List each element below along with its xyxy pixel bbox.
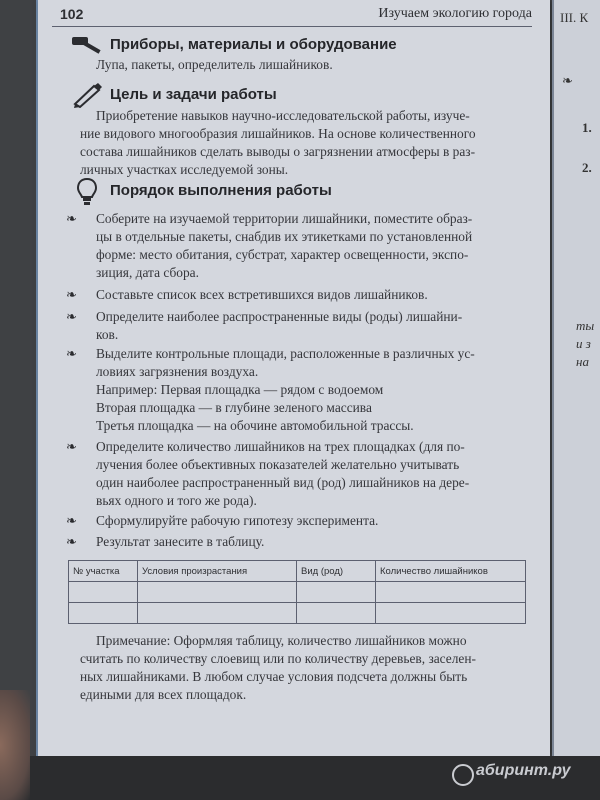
table-header-cell: № участка [69,561,138,582]
leaf-bullet-icon: ❧ [66,347,77,362]
step-6-line-1: Сформулируйте рабочую гипотезу эксперимента. [96,513,379,528]
goal-line-4: личных участках исследуемой зоны. [80,162,289,177]
table-cell [297,603,376,624]
step-4-line-2: ловиях загрязнения воздуха. [96,364,259,379]
procedure-heading: Порядок выполнения работы [110,182,332,199]
note-line-3: ных лишайниками. В любом случае условия подсчета должны быть [80,669,468,684]
note-line-2: считать по количеству слоевищ или по количеству деревьев, заселен- [80,651,476,666]
table-cell [138,582,297,603]
table-header-cell: Количество лишайников [376,561,526,582]
facing-fragment: на [576,354,589,369]
table-cell [138,603,297,624]
facing-page [552,0,600,760]
table-cell [69,603,138,624]
step-5-line-4: вьях одного и того же рода). [96,493,257,508]
table-cell [69,582,138,603]
step-4-line-4: Вторая площадка — в глубине зеленого массива [96,400,372,415]
page-number: 102 [60,6,84,22]
goal-line-2: ние видового многообразия лишайников. На основе количественного [80,126,476,141]
pencil-icon [72,82,104,108]
step-1-line-3: форме: место обитания, субстрат, характер освещенности, экспо- [96,247,469,262]
facing-item-number: 1. [582,120,592,135]
leaf-bullet-icon: ❧ [562,74,573,89]
equipment-heading: Приборы, материалы и оборудование [110,36,397,53]
step-1-line-1: Соберите на изучаемой территории лишайники, поместите образ- [96,211,473,226]
leaf-bullet-icon: ❧ [66,535,77,550]
table-cell [376,603,526,624]
step-2-line-1: Составьте список всех встретившихся видов лишайников. [96,287,428,302]
step-4-line-1: Выделите контрольные площади, расположенные в различных ус- [96,346,475,361]
step-5-line-2: лучения более объективных показателей желательно учитывать [96,457,460,472]
step-4-line-3: Например: Первая площадка — рядом с водоемом [96,382,384,397]
goal-line-3: состава лишайников сделать выводы о загрязнении атмосферы в раз- [80,144,476,159]
watermark-badge-icon [452,764,474,786]
lightbulb-icon [76,177,98,207]
facing-page-header: III. К [560,10,589,25]
facing-item-number: 2. [582,160,592,175]
note-line-1: Примечание: Оформляя таблицу, количество лишайников можно [96,633,467,648]
goal-line-1: Приобретение навыков научно-исследовательской работы, изуче- [96,108,470,123]
step-5-line-3: один наиболее распространенный вид (род) лишайников на дере- [96,475,470,490]
page-header [52,6,532,27]
step-1-line-2: цы в отдельные пакеты, снабдив их этикетками по установленной [96,229,473,244]
step-1-line-4: зиция, дата сбора. [96,265,199,280]
watermark: абиринт.ру [476,762,571,779]
table-header-cell: Вид (род) [297,561,376,582]
step-3-line-1: Определите наиболее распространенные виды (роды) лишайни- [96,309,463,324]
leaf-bullet-icon: ❧ [66,288,77,303]
table-row [69,603,526,624]
hand-shadow [0,690,30,800]
facing-fragment: и з [576,336,591,351]
results-table [68,560,526,624]
leaf-bullet-icon: ❧ [66,310,77,325]
leaf-bullet-icon: ❧ [66,212,77,227]
table-header-row [69,561,526,582]
table-cell [297,582,376,603]
leaf-bullet-icon: ❧ [66,440,77,455]
table-header-cell: Условия произрастания [138,561,297,582]
step-5-line-1: Определите количество лишайников на трех площадках (для по- [96,439,465,454]
note-line-4: едиными для всех площадок. [80,687,247,702]
table-row [69,582,526,603]
running-head: Изучаем экологию города [378,6,532,21]
step-4-line-5: Третья площадка — на обочине автомобильной трассы. [96,418,414,433]
leaf-bullet-icon: ❧ [66,514,77,529]
table-cell [376,582,526,603]
facing-fragment: ты [576,318,595,333]
step-3-line-2: ков. [96,327,119,342]
goal-heading: Цель и задачи работы [110,86,277,103]
equipment-text: Лупа, пакеты, определитель лишайников. [96,57,333,72]
step-7-line-1: Результат занесите в таблицу. [96,534,265,549]
